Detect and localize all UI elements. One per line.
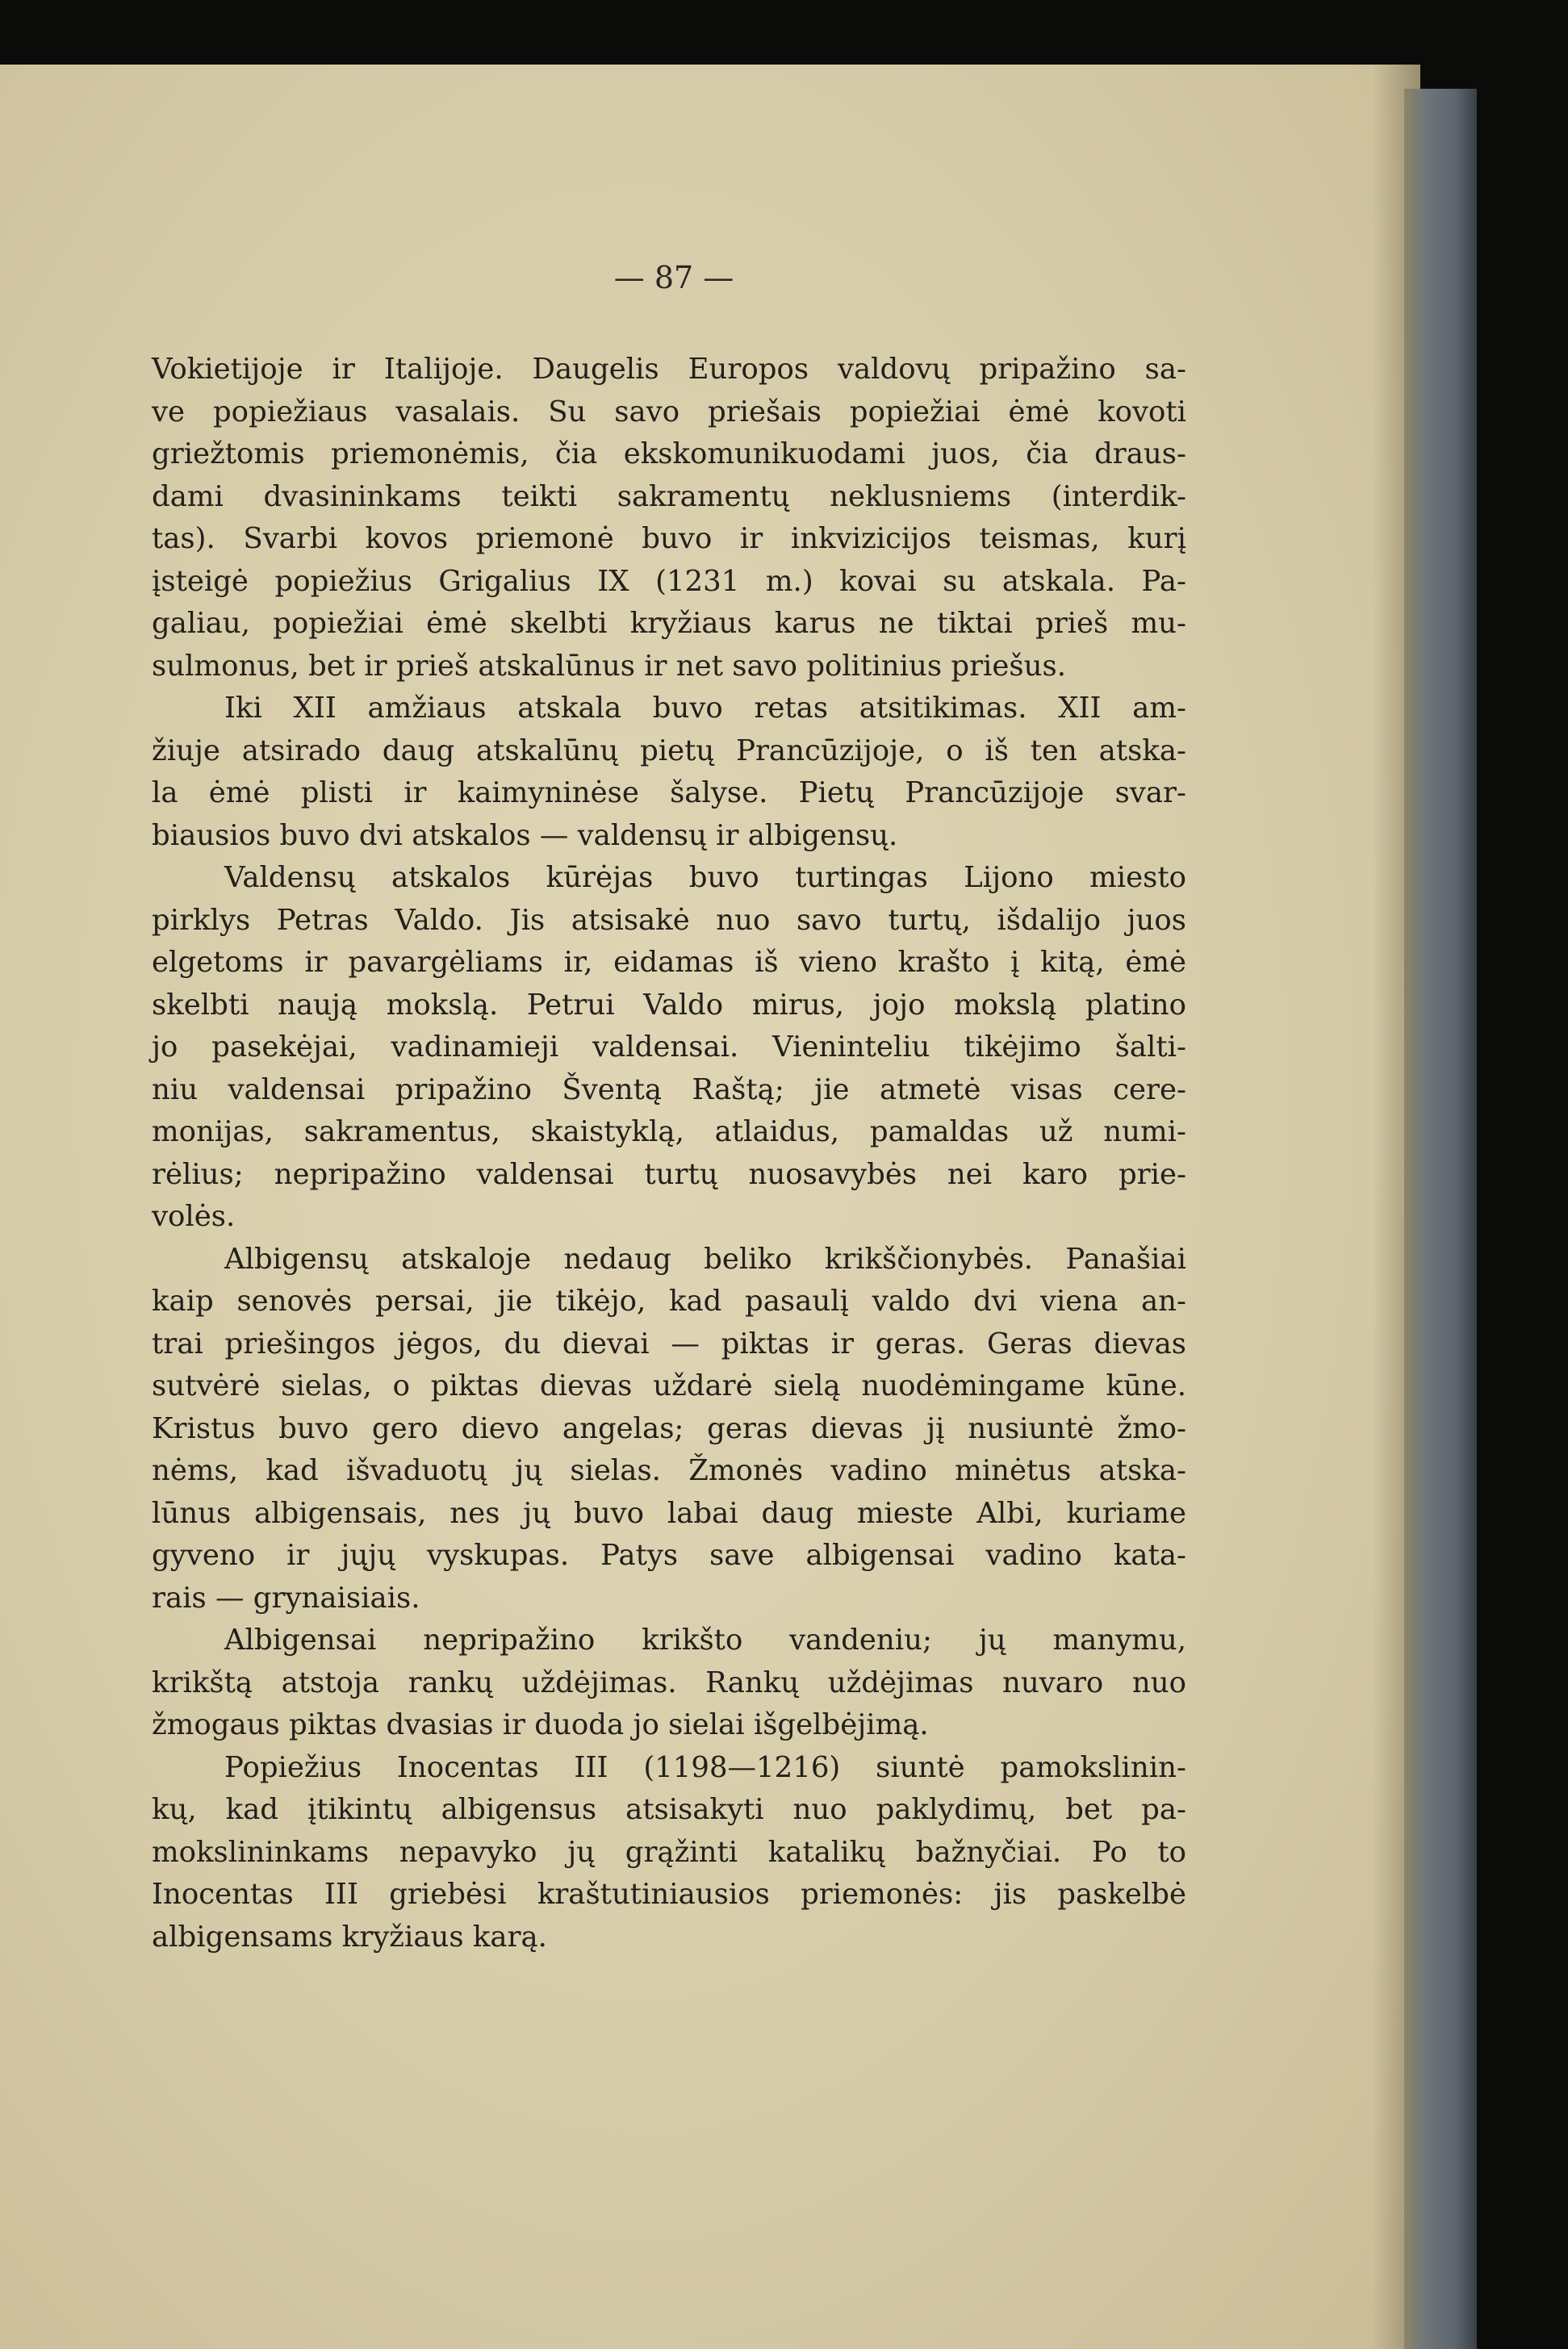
text-line: trai priešingos jėgos, du dievai — piktas ir geras. Geras dievas [152, 1327, 1186, 1360]
text-line: biausios buvo dvi atskalos — valdensų ir albigensų. [152, 818, 898, 852]
text-line: elgetoms ir pavargėliams ir, eidamas iš vieno krašto į kitą, ėmė [152, 946, 1186, 979]
text-line: kų, kad įtikintų albigensus atsisakyti nuo paklydimų, bet pa- [152, 1793, 1186, 1826]
text-line: sulmonus, bet ir prieš atskalūnus ir net savo politinius priešus. [152, 649, 1066, 683]
text-line: griežtomis priemonėmis, čia ekskomunikuodami juos, čia draus- [152, 437, 1186, 470]
text-line: Iki XII amžiaus atskala buvo retas atsitikimas. XII am- [224, 692, 1186, 725]
text-line: rėlius; nepripažino valdensai turtų nuosavybės nei karo prie- [152, 1157, 1186, 1191]
text-line: galiau, popiežiai ėmė skelbti kryžiaus karus ne tiktai prieš mu- [152, 607, 1186, 640]
text-line: mokslininkams nepavyko jų grąžinti katalikų bažnyčiai. Po to [152, 1835, 1186, 1869]
text-line: krikštą atstoja rankų uždėjimas. Rankų uždėjimas nuvaro nuo [152, 1666, 1186, 1699]
text-line: niu valdensai pripažino Šventą Raštą; jie atmetė visas cere- [152, 1072, 1186, 1106]
text-line: įsteigė popiežius Grigalius IX (1231 m.) kovai su atskala. Pa- [152, 564, 1186, 598]
text-line: Inocentas III griebėsi kraštutiniausios priemonės: jis paskelbė [152, 1878, 1186, 1911]
book-edge [1404, 89, 1477, 2349]
text-line: volės. [152, 1200, 236, 1233]
body-text [152, 349, 1186, 1958]
text-line: Albigensai nepripažino krikšto vandeniu; jų manymu, [224, 1624, 1186, 1657]
text-line: jo pasekėjai, vadinamieji valdensai. Vieninteliu tikėjimo šalti- [152, 1030, 1186, 1064]
text-line: Valdensų atskalos kūrėjas buvo turtingas Lijono miesto [224, 861, 1186, 894]
text-line: žiuje atsirado daug atskalūnų pietų Prancūzijoje, o iš ten atska- [152, 734, 1186, 767]
text-line: la ėmė plisti ir kaimyninėse šalyse. Pietų Prancūzijoje svar- [152, 776, 1186, 809]
text-line: skelbti naują mokslą. Petrui Valdo mirus, jojo mokslą platino [152, 988, 1186, 1022]
text-line: tas). Svarbi kovos priemonė buvo ir inkvizicijos teismas, kurį [152, 522, 1186, 555]
text-line: rais — grynaisiais. [152, 1581, 420, 1615]
text-line: lūnus albigensais, nes jų buvo labai daug mieste Albi, kuriame [152, 1496, 1186, 1530]
text-line: gyveno ir jųjų vyskupas. Patys save albigensai vadino kata- [152, 1539, 1186, 1572]
text-line: ve popiežiaus vasalais. Su savo priešais popiežiai ėmė kovoti [152, 395, 1186, 428]
text-line: pirklys Petras Valdo. Jis atsisakė nuo savo turtų, išdalijo juos [152, 903, 1186, 937]
text-line: Kristus buvo gero dievo angelas; geras dievas jį nusiuntė žmo- [152, 1411, 1186, 1445]
text-line: kaip senovės persai, jie tikėjo, kad pasaulį valdo dvi viena an- [152, 1285, 1186, 1318]
text-line: Popiežius Inocentas III (1198—1216) siuntė pamokslinin- [224, 1750, 1186, 1784]
text-line: nėms, kad išvaduotų jų sielas. Žmonės vadino minėtus atska- [152, 1454, 1186, 1487]
text-line: monijas, sakramentus, skaistyklą, atlaidus, pamaldas už numi- [152, 1115, 1186, 1148]
page-number: — 87 — [613, 260, 734, 295]
text-line: žmogaus piktas dvasias ir duoda jo sielai išgelbėjimą. [152, 1708, 929, 1741]
text-line: albigensams kryžiaus karą. [152, 1920, 547, 1954]
text-line: sutvėrė sielas, o piktas dievas uždarė sielą nuodėmingame kūne. [152, 1369, 1186, 1402]
text-line: dami dvasininkams teikti sakramentų neklusniems (interdik- [152, 479, 1186, 513]
text-line: Albigensų atskaloje nedaug beliko krikščionybės. Panašiai [224, 1242, 1186, 1276]
text-line: Vokietijoje ir Italijoje. Daugelis Europos valdovų pripažino sa- [152, 353, 1186, 386]
